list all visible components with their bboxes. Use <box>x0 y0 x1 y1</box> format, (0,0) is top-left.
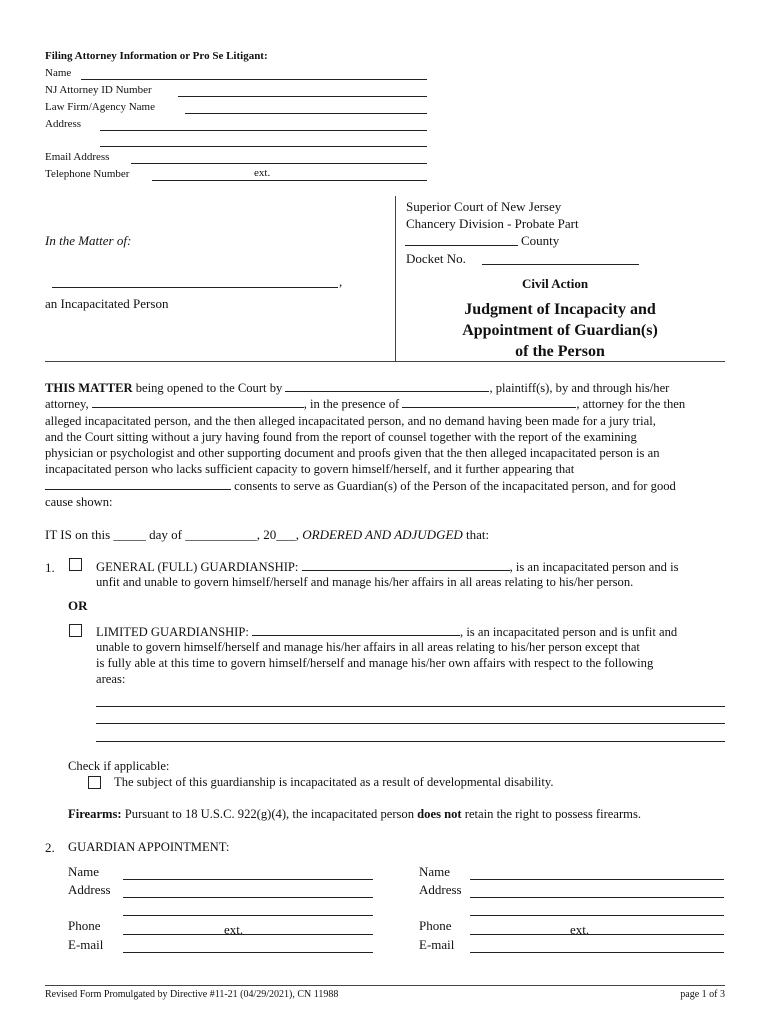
in-the-matter-label: In the Matter of: <box>45 233 132 248</box>
filer-name-field[interactable] <box>81 79 427 80</box>
developmental-disability-checkbox[interactable] <box>88 776 101 789</box>
filer-phone-label: Telephone Number <box>45 168 130 180</box>
general-guardianship-checkbox[interactable] <box>69 558 82 571</box>
guardian1-email-field[interactable] <box>123 952 373 953</box>
filer-name-label: Name <box>45 67 72 79</box>
guardian2-phone-label: Phone <box>419 918 452 933</box>
filer-address-label: Address <box>45 118 82 130</box>
firearms-does-not: does not <box>417 807 462 821</box>
p1-text-b: , plaintiff(s), by and through his/her <box>489 381 670 395</box>
areas-field-2[interactable] <box>96 723 725 724</box>
guardian2-address-label: Address <box>419 882 462 897</box>
guardian2-email-label: E-mail <box>419 937 455 952</box>
guardian2-address-field-1[interactable] <box>470 897 724 898</box>
docket-field[interactable] <box>482 264 639 265</box>
limited-text-c: unable to govern himself/herself and manage his/her affairs in all areas relating to his/her person except that <box>96 640 640 654</box>
this-matter-paragraph <box>45 380 725 510</box>
limited-guardianship-name-field[interactable] <box>252 624 460 636</box>
incapacitated-person-label: an Incapacitated Person <box>45 296 169 311</box>
check-if-applicable-label: Check if applicable: <box>68 759 170 773</box>
general-text-a: GENERAL (FULL) GUARDIANSHIP: <box>96 560 302 574</box>
filer-firm-field[interactable] <box>185 113 427 114</box>
p1-line-f: alleged incapacitated person, and the then alleged incapacitated person, and no demand having been made for a jury trial, <box>45 413 656 428</box>
p1-text-d: , in the presence of <box>303 397 403 412</box>
p1-text-c: attorney, <box>45 397 92 412</box>
guardian1-phone-field[interactable] <box>123 934 373 935</box>
filer-email-label: Email Address <box>45 151 110 163</box>
filer-email-field[interactable] <box>131 163 427 164</box>
filer-firm-label: Law Firm/Agency Name <box>45 101 155 113</box>
court-division: Chancery Division - Probate Part <box>406 216 579 231</box>
item-1-number: 1. <box>45 560 55 575</box>
ordered-line <box>45 527 489 543</box>
guardian1-address-field-2[interactable] <box>123 915 373 916</box>
firearms-label: Firearms: <box>68 807 122 821</box>
order-text-c: that: <box>462 527 490 542</box>
or-label: OR <box>68 598 88 613</box>
p1-text-j: consents to serve as Guardian(s) of the Person of the incapacitated person, and for good <box>231 478 676 493</box>
county-label: County <box>521 233 560 248</box>
limited-text-b: , is an incapacitated person and is unfit and <box>460 625 678 639</box>
guardian1-name-field[interactable] <box>123 879 373 880</box>
guardian2-name-label: Name <box>419 864 451 879</box>
p1-line-k: cause shown: <box>45 495 113 510</box>
caption-rule <box>45 361 725 362</box>
filer-phone-field[interactable] <box>152 180 427 181</box>
guardian1-address-field-1[interactable] <box>123 897 373 898</box>
order-text-a: IT IS on this _____ day of ___________, 20___, <box>45 527 303 542</box>
form-title-line-1: Judgment of Incapacity and <box>464 301 656 318</box>
this-matter-bold: THIS MATTER <box>45 381 133 395</box>
matter-comma: , <box>339 274 343 289</box>
footer-form-revision: Revised Form Promulgated by Directive #11-21 (04/29/2021), CN 11988 <box>45 989 339 1000</box>
p1-line-i: incapacitated person who lacks sufficient capacity to govern himself/herself, and it further appearing that <box>45 462 575 477</box>
general-guardianship-text: unfit and unable to govern himself/herself and manage his/her affairs in all areas relating to his/her person. <box>96 575 634 589</box>
firearms-text-a: Pursuant to 18 U.S.C. 922(g)(4), the incapacitated person <box>121 807 418 821</box>
footer-rule <box>45 985 725 986</box>
guardian1-address-label: Address <box>68 882 111 897</box>
limited-guardianship-line <box>96 624 677 640</box>
footer-page-number: page 1 of 3 <box>680 989 725 1000</box>
filer-address-field-1[interactable] <box>100 130 427 131</box>
item-2-number: 2. <box>45 840 55 855</box>
guardian2-email-field[interactable] <box>470 952 724 953</box>
guardian1-name-label: Name <box>68 864 100 879</box>
presence-attorney-field[interactable] <box>402 396 576 408</box>
general-text-b: , is an incapacitated person and is <box>509 560 679 574</box>
p1-line-h: physician or psychologist and other supporting document and proofs given that the then alleged incapacitated person is an <box>45 446 660 461</box>
guardian2-ext-label: ext. <box>570 922 590 937</box>
filer-attorney-id-label: NJ Attorney ID Number <box>45 84 152 96</box>
general-guardianship-line <box>96 559 679 575</box>
caption-divider <box>395 196 396 362</box>
p1-text-a: being opened to the Court by <box>132 381 286 395</box>
areas-field-3[interactable] <box>96 741 725 742</box>
docket-label: Docket No. <box>406 251 466 266</box>
developmental-disability-text: The subject of this guardianship is incapacitated as a result of developmental disability. <box>114 775 554 789</box>
filer-ext-label: ext. <box>254 167 271 179</box>
limited-text-e: areas: <box>96 672 126 686</box>
ordered-adjudged: ORDERED AND ADJUDGED <box>302 527 463 542</box>
county-field[interactable] <box>405 245 518 246</box>
guardian1-email-label: E-mail <box>68 937 104 952</box>
firearms-line <box>68 807 641 822</box>
limited-text-d: is fully able at this time to govern himself/herself and manage his/her own affairs with respect to the following <box>96 656 654 670</box>
guardian1-ext-label: ext. <box>224 922 244 937</box>
attorney-field[interactable] <box>92 396 304 408</box>
filer-heading: Filing Attorney Information or Pro Se Litigant: <box>45 50 268 62</box>
guardian2-address-field-2[interactable] <box>470 915 724 916</box>
p1-line-g: and the Court sitting without a jury having found from the report of counsel together with the report of the examining <box>45 429 637 444</box>
p1-text-e: , attorney for the then <box>576 397 686 412</box>
civil-action-label: Civil Action <box>522 276 589 291</box>
guardian-appointment-heading: GUARDIAN APPOINTMENT: <box>68 840 230 854</box>
general-guardianship-name-field[interactable] <box>302 559 510 571</box>
matter-name-field[interactable] <box>52 287 338 288</box>
court-name: Superior Court of New Jersey <box>406 199 562 214</box>
plaintiff-field[interactable] <box>285 380 489 392</box>
form-title-line-3: of the Person <box>515 343 605 360</box>
guardian2-name-field[interactable] <box>470 879 724 880</box>
filer-address-field-2[interactable] <box>100 146 427 147</box>
filer-attorney-id-field[interactable] <box>178 96 427 97</box>
guardian-consent-field[interactable] <box>45 478 231 490</box>
areas-field-1[interactable] <box>96 706 725 707</box>
guardian2-phone-field[interactable] <box>470 934 724 935</box>
limited-guardianship-checkbox[interactable] <box>69 624 82 637</box>
firearms-text-b: retain the right to possess firearms. <box>461 807 642 821</box>
limited-text-a: LIMITED GUARDIANSHIP: <box>96 625 253 639</box>
form-title-line-2: Appointment of Guardian(s) <box>462 322 658 339</box>
guardian1-phone-label: Phone <box>68 918 101 933</box>
